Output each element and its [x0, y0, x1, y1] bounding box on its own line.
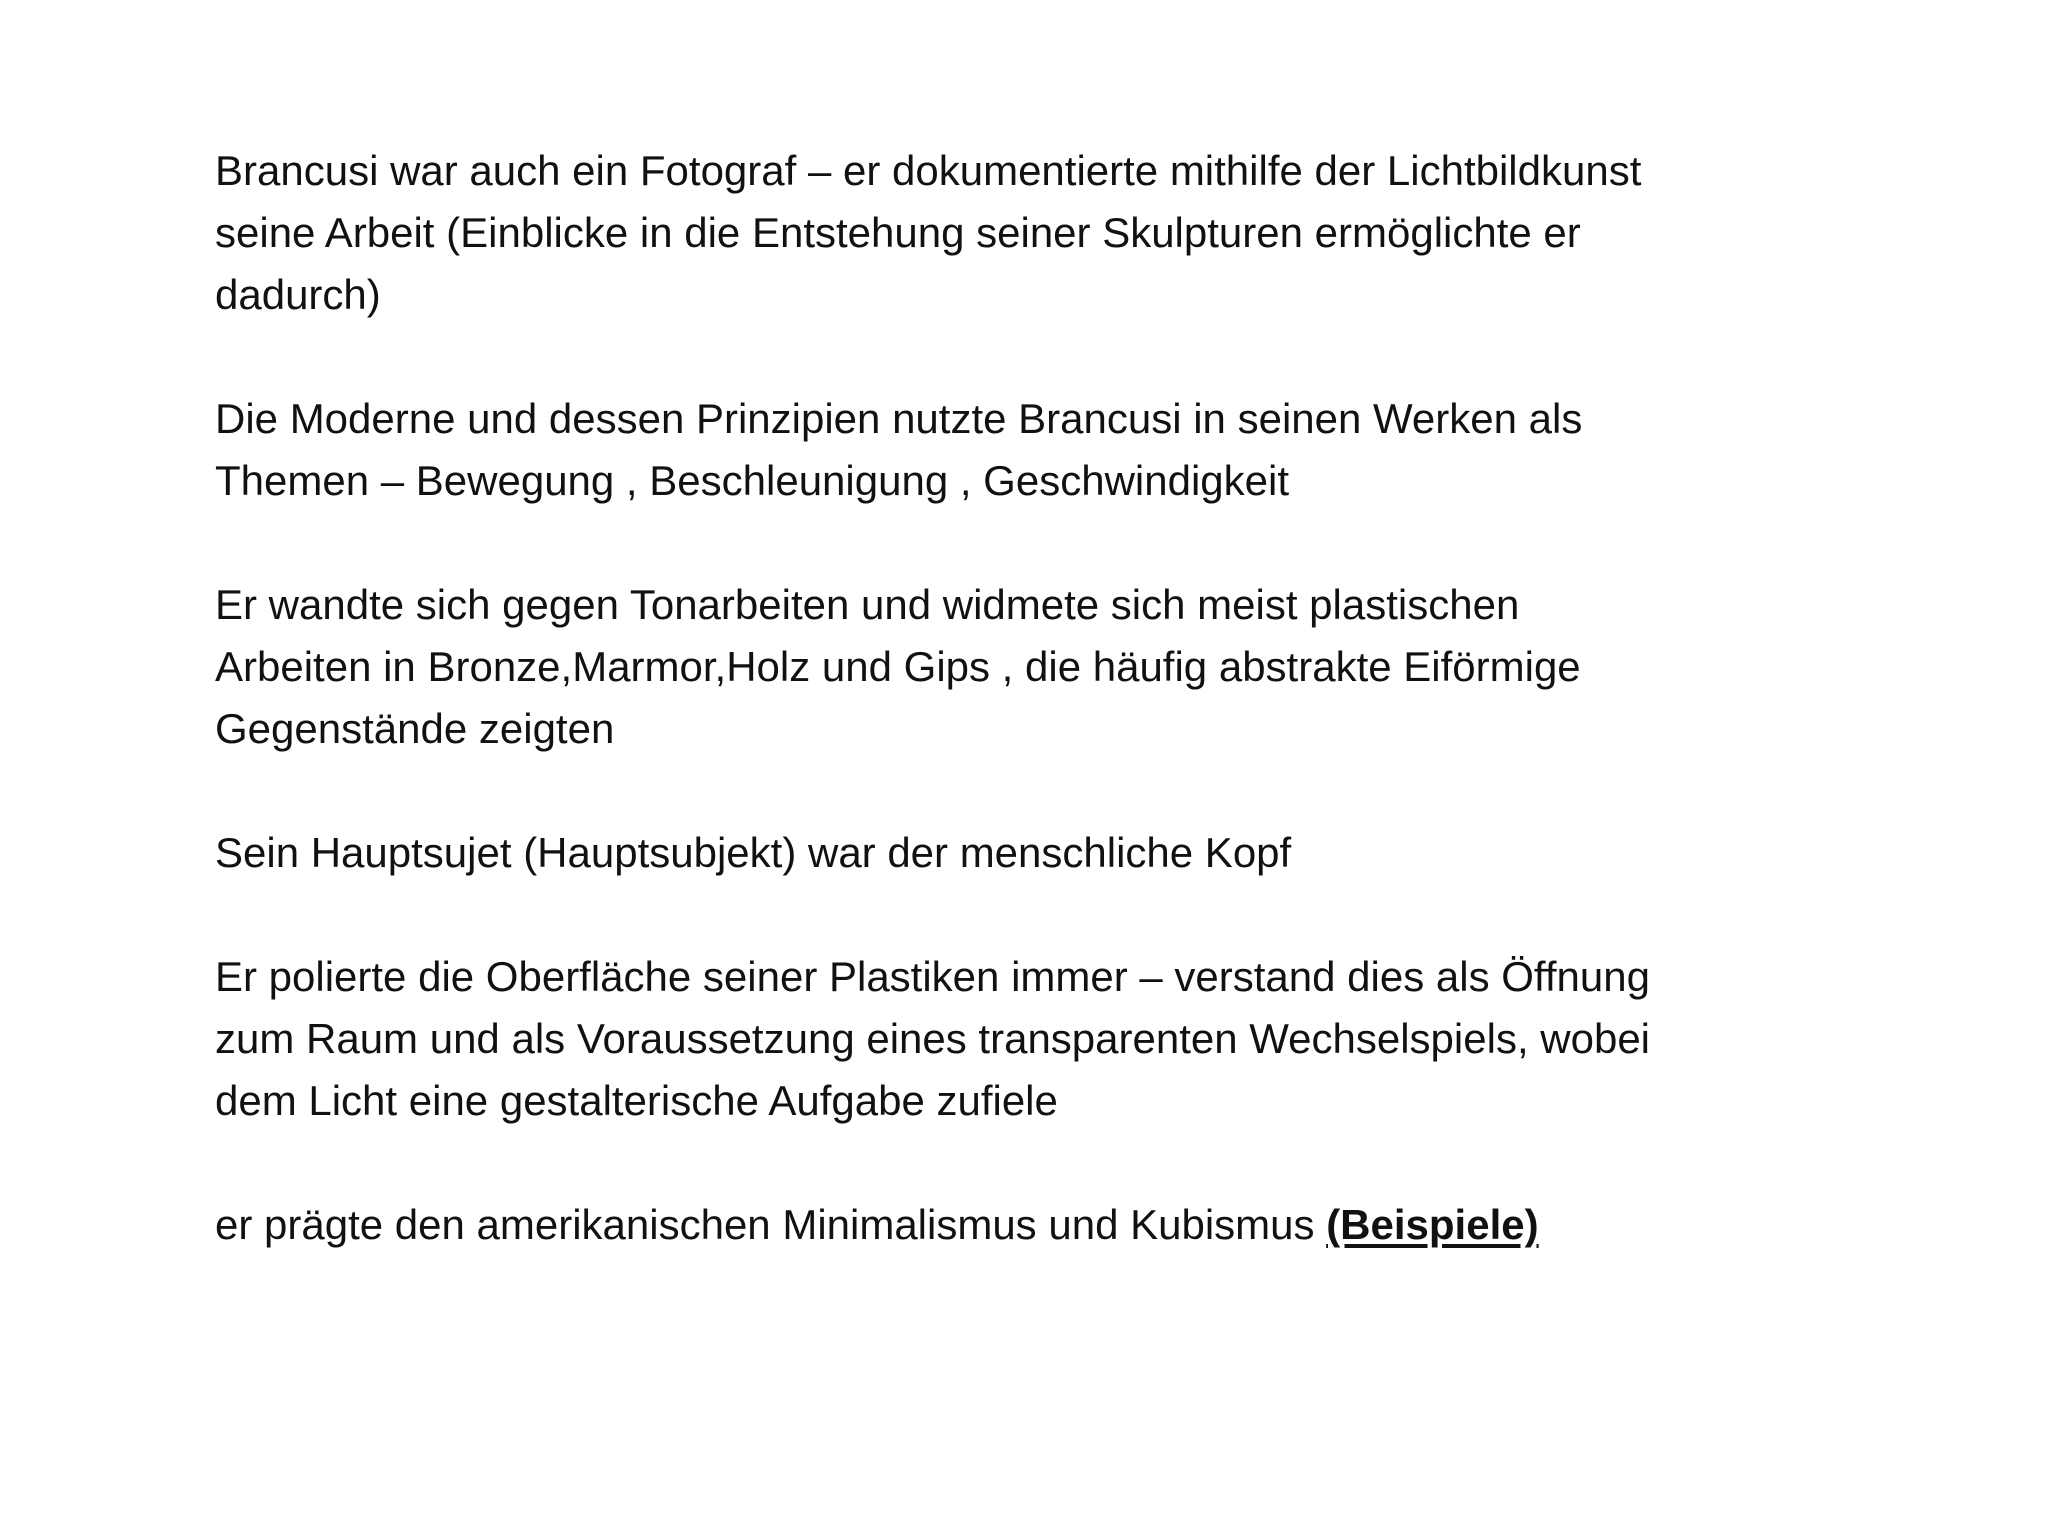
text-line: Er wandte sich gegen Tonarbeiten und widmete sich meist plastischen [215, 581, 1520, 628]
paragraph-main-subject [215, 822, 1915, 884]
paragraph-photographer [215, 140, 1915, 326]
paragraph-influence [215, 1194, 1915, 1256]
text-line: Themen – Bewegung , Beschleunigung , Geschwindigkeit [215, 457, 1289, 504]
text-line: dem Licht eine gestalterische Aufgabe zufiele [215, 1077, 1058, 1124]
text-line: Brancusi war auch ein Fotograf – er dokumentierte mithilfe der Lichtbildkunst [215, 147, 1642, 194]
text-line: Sein Hauptsujet (Hauptsubjekt) war der menschliche Kopf [215, 829, 1292, 876]
text-line: Gegenstände zeigten [215, 705, 615, 752]
text-line: zum Raum und als Voraussetzung eines transparenten Wechselspiels, wobei [215, 1015, 1651, 1062]
paragraph-polished-surface [215, 946, 1915, 1132]
examples-link[interactable]: (Beispiele) [1326, 1201, 1539, 1248]
text-line: Die Moderne und dessen Prinzipien nutzte Brancusi in seinen Werken als [215, 395, 1583, 442]
influence-text: er prägte den amerikanischen Minimalismus und Kubismus [215, 1201, 1327, 1248]
paragraph-materials [215, 574, 1915, 760]
text-line: Er polierte die Oberfläche seiner Plastiken immer – verstand dies als Öffnung [215, 953, 1650, 1000]
paragraph-modernism [215, 388, 1915, 512]
slide-body [215, 140, 1915, 1318]
text-line: dadurch) [215, 271, 381, 318]
text-line: Arbeiten in Bronze,Marmor,Holz und Gips , die häufig abstrakte Eiförmige [215, 643, 1581, 690]
text-line: seine Arbeit (Einblicke in die Entstehung seiner Skulpturen ermöglichte er [215, 209, 1581, 256]
